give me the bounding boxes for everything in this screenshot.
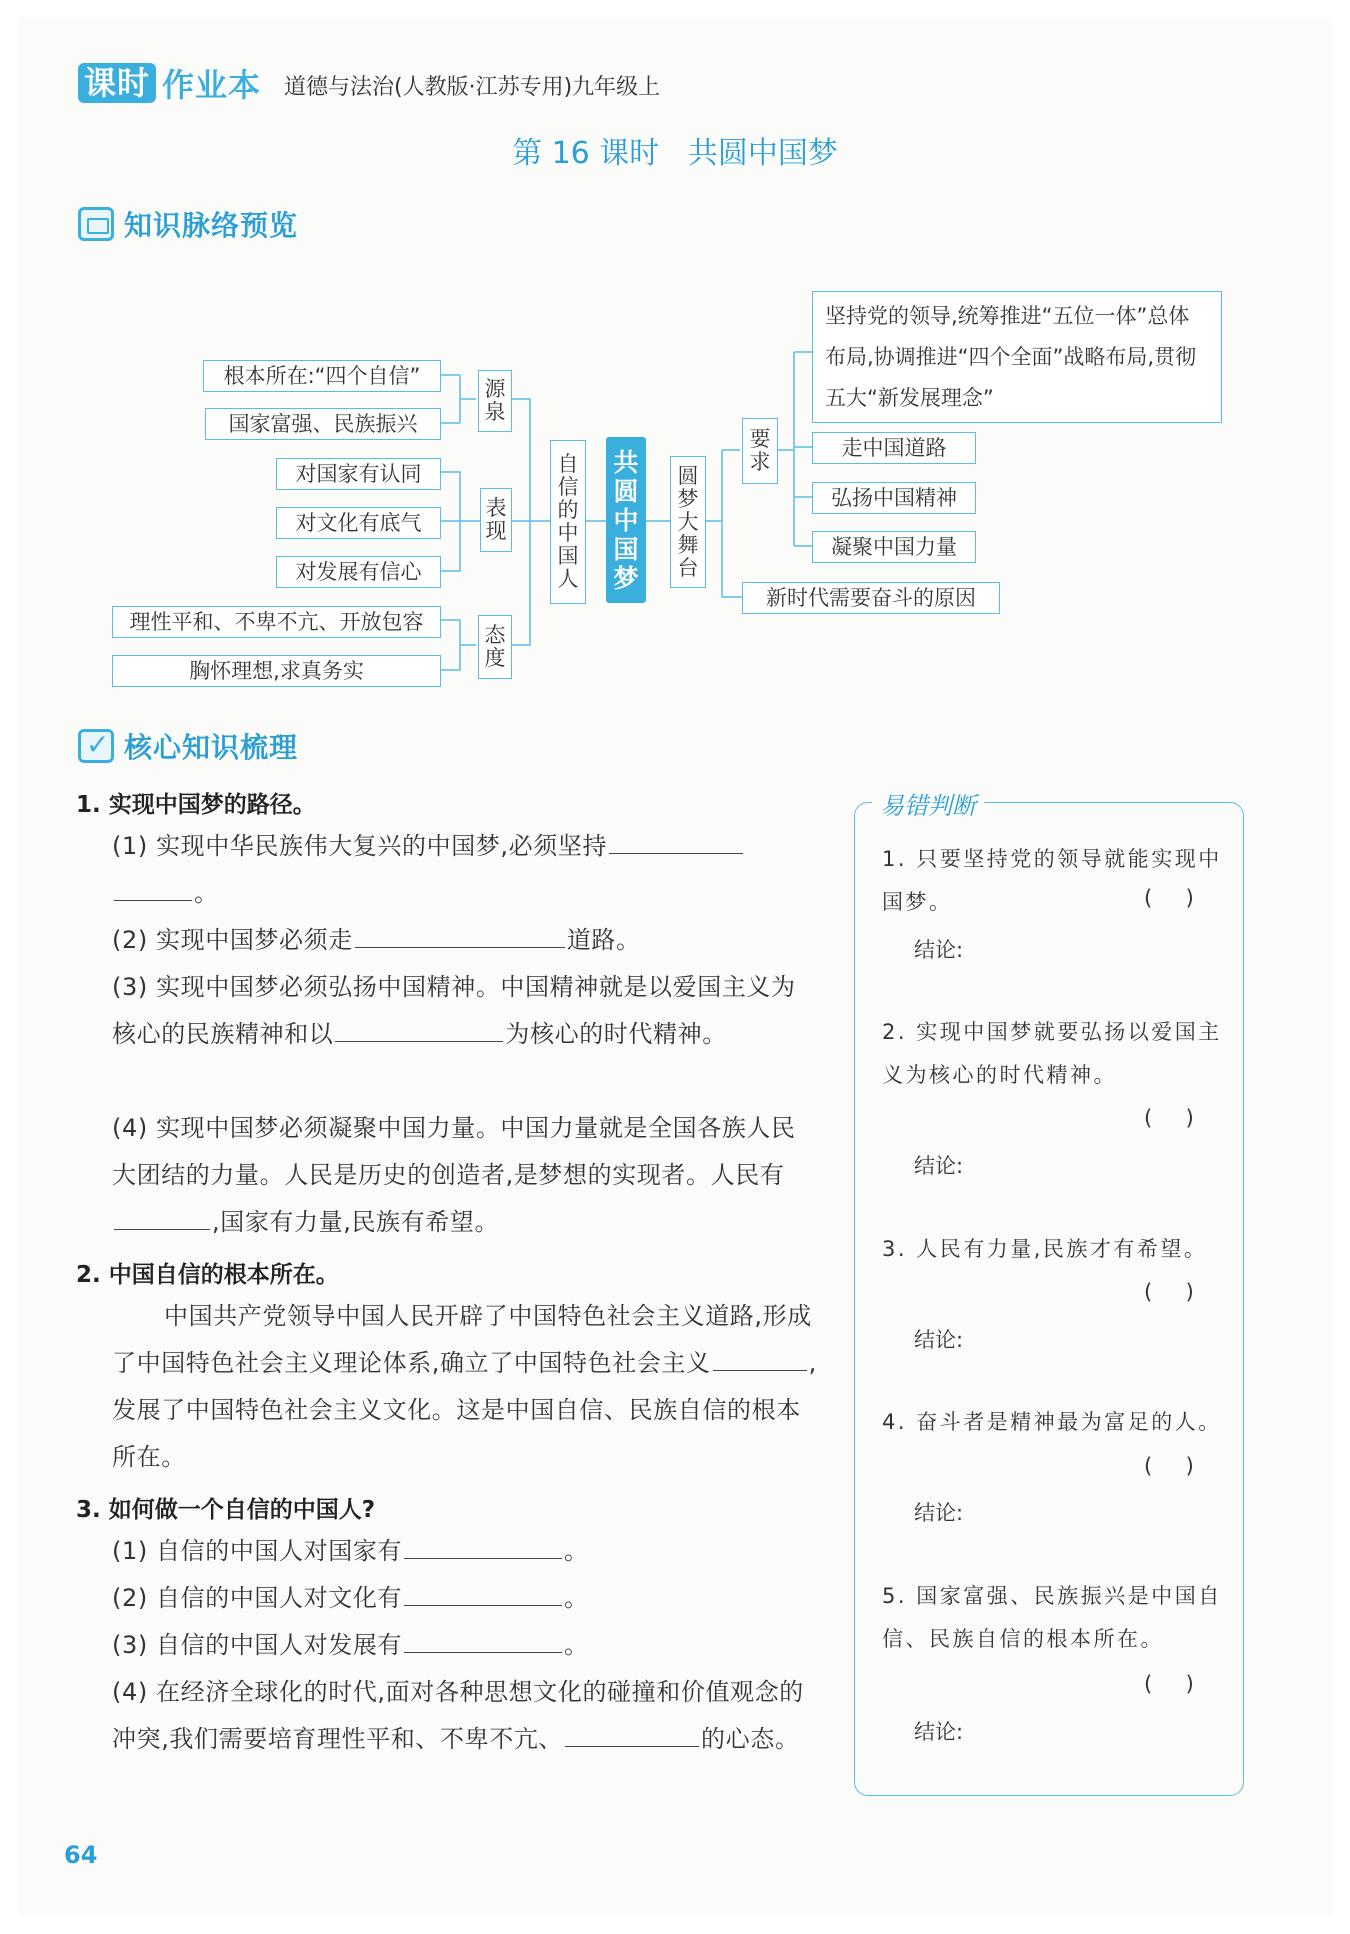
require-label — [742, 418, 778, 484]
judgment-item-4: 4. 奋斗者是精神最为富足的人。 — [882, 1410, 1222, 1434]
q3-part1-text: (1) 自信的中国人对国家有 — [112, 1537, 403, 1565]
attitude-item-2: 胸怀理想,求真务实 — [112, 655, 441, 687]
q3-blank-4[interactable] — [565, 1745, 699, 1747]
judgment-panel-title: 易错判断 — [872, 786, 984, 821]
q2-blank[interactable] — [713, 1369, 807, 1371]
q3-part3-end: 。 — [564, 1631, 589, 1659]
judgment-paren-3[interactable]: ( ) — [1144, 1280, 1194, 1304]
judgment-conclusion-1: 结论: — [914, 938, 964, 962]
judgment-conclusion-5: 结论: — [914, 1720, 964, 1744]
judgment-conclusion-3: 结论: — [914, 1328, 964, 1352]
center-node — [606, 437, 646, 603]
q1-blank-1b[interactable] — [114, 899, 192, 901]
q3-part2-text: (2) 自信的中国人对文化有 — [112, 1584, 403, 1612]
q1-part3-text-b: 为核心的时代精神。 — [505, 1020, 727, 1048]
judgment-item-3: 3. 人民有力量,民族才有希望。 — [882, 1237, 1208, 1261]
subject-line: 道德与法治(人教版·江苏专用)九年级上 — [284, 75, 661, 100]
q1-part3 — [112, 964, 818, 1058]
q3-blank-2[interactable] — [404, 1604, 562, 1606]
q3-part2 — [112, 1575, 818, 1622]
source-label — [478, 370, 512, 432]
q3-blank-1[interactable] — [404, 1557, 562, 1559]
q1-part4-text-a: (4) 实现中国梦必须凝聚中国力量。中国力量就是全国各族人民大团结的力量。人民是历史的创造者,是梦想的实现者。人民有 — [112, 1114, 796, 1189]
judgment-item-5: 5. 国家富强、民族振兴是中国自信、民族自信的根本所在。 — [882, 1584, 1222, 1651]
q1-part1-end: 。 — [194, 879, 219, 907]
express-item-3: 对发展有信心 — [276, 556, 441, 588]
right-branch-box — [670, 456, 706, 588]
source-item-1: 根本所在:“四个自信” — [203, 360, 441, 392]
judgment-paren-2[interactable]: ( ) — [1144, 1106, 1194, 1130]
q3-part1-end: 。 — [564, 1537, 589, 1565]
q3-title: 3. 如何做一个自信的中国人? — [76, 1497, 376, 1523]
q1-part2-text-b: 道路。 — [566, 926, 641, 954]
q3-part4 — [112, 1669, 818, 1763]
express-label — [480, 488, 512, 552]
source-label-text: 源泉 — [484, 377, 506, 424]
judgment-item-1: 1. 只要坚持党的领导就能实现中国梦。 — [882, 847, 1222, 914]
q3-part4-text-b: 的心态。 — [701, 1725, 800, 1753]
q1-part2-text-a: (2) 实现中国梦必须走 — [112, 926, 353, 954]
require-item-1: 坚持党的领导,统筹推进“五位一体”总体布局,协调推进“四个全面”战略布局,贯彻五大“新发展理念” — [812, 291, 1222, 423]
judgment-paren-5[interactable]: ( ) — [1144, 1672, 1194, 1696]
right-branch-text: 圆梦大舞台 — [677, 463, 699, 580]
left-branch-box — [550, 440, 586, 604]
lesson-title: 第 16 课时 共圆中国梦 — [512, 136, 838, 171]
require-item-3: 弘扬中国精神 — [812, 482, 976, 514]
q3-part2-end: 。 — [564, 1584, 589, 1612]
q1-blank-3[interactable] — [335, 1040, 503, 1042]
express-label-text: 表现 — [485, 496, 507, 543]
q1-part3-text-a: (3) 实现中国梦必须弘扬中国精神。中国精神就是以爱国主义为核心的民族精神和以 — [112, 973, 796, 1048]
reason-box: 新时代需要奋斗的原因 — [742, 582, 1000, 614]
section-preview-title: 知识脉络预览 — [124, 209, 299, 242]
left-branch-text: 自信的中国人 — [557, 452, 579, 591]
require-label-text: 要求 — [749, 427, 771, 474]
attitude-label-text: 态度 — [484, 623, 506, 670]
judgment-paren-4[interactable]: ( ) — [1144, 1454, 1194, 1478]
q1-blank-1a[interactable] — [609, 852, 743, 854]
q3-part3-text: (3) 自信的中国人对发展有 — [112, 1631, 403, 1659]
q2-text-b: ,发展了中国特色社会主义文化。这是中国自信、民族自信的根本所在。 — [112, 1349, 817, 1471]
q1-part4-text-b: ,国家有力量,民族有希望。 — [212, 1208, 500, 1236]
q1-part1 — [112, 823, 818, 917]
judgment-conclusion-4: 结论: — [914, 1501, 964, 1525]
express-item-1: 对国家有认同 — [276, 458, 441, 490]
judgment-conclusion-2: 结论: — [914, 1154, 964, 1178]
attitude-item-1: 理性平和、不卑不亢、开放包容 — [112, 606, 441, 638]
q1-blank-4[interactable] — [114, 1228, 210, 1230]
logo-text: 作业本 — [162, 66, 262, 104]
source-item-2: 国家富强、民族振兴 — [205, 408, 441, 440]
attitude-label — [478, 615, 512, 679]
express-item-2: 对文化有底气 — [276, 507, 441, 539]
judgment-paren-1[interactable]: ( ) — [1144, 886, 1194, 910]
logo-box: 课时 — [78, 63, 156, 103]
judgment-item-2: 2. 实现中国梦就要弘扬以爱国主义为核心的时代精神。 — [882, 1020, 1222, 1087]
q1-title: 1. 实现中国梦的路径。 — [76, 792, 316, 818]
center-node-text: 共圆中国梦 — [613, 447, 639, 593]
q3-part3 — [112, 1622, 818, 1669]
q1-part2 — [112, 917, 818, 964]
q2-text-a: 中国共产党领导中国人民开辟了中国特色社会主义道路,形成了中国特色社会主义理论体系,确立了中国特色社会主义 — [112, 1302, 812, 1377]
page-number: 64 — [64, 1841, 98, 1869]
q3-blank-3[interactable] — [404, 1651, 562, 1653]
q1-part1-text: (1) 实现中华民族伟大复兴的中国梦,必须坚持 — [112, 832, 608, 860]
q3-part4-text-a: (4) 在经济全球化的时代,面对各种思想文化的碰撞和价值观念的冲突,我们需要培育理性平和、不卑不亢、 — [112, 1678, 804, 1753]
q1-blank-2[interactable] — [355, 946, 565, 948]
q2-paragraph — [112, 1293, 818, 1481]
q1-part4 — [112, 1105, 818, 1246]
section-core-title: 核心知识梳理 — [124, 731, 299, 764]
checkbox-icon — [78, 729, 114, 763]
section-core-header — [78, 726, 298, 766]
q2-title: 2. 中国自信的根本所在。 — [76, 1262, 339, 1288]
require-item-4: 凝聚中国力量 — [812, 531, 976, 563]
q3-part1 — [112, 1528, 818, 1575]
require-item-2: 走中国道路 — [812, 432, 976, 464]
